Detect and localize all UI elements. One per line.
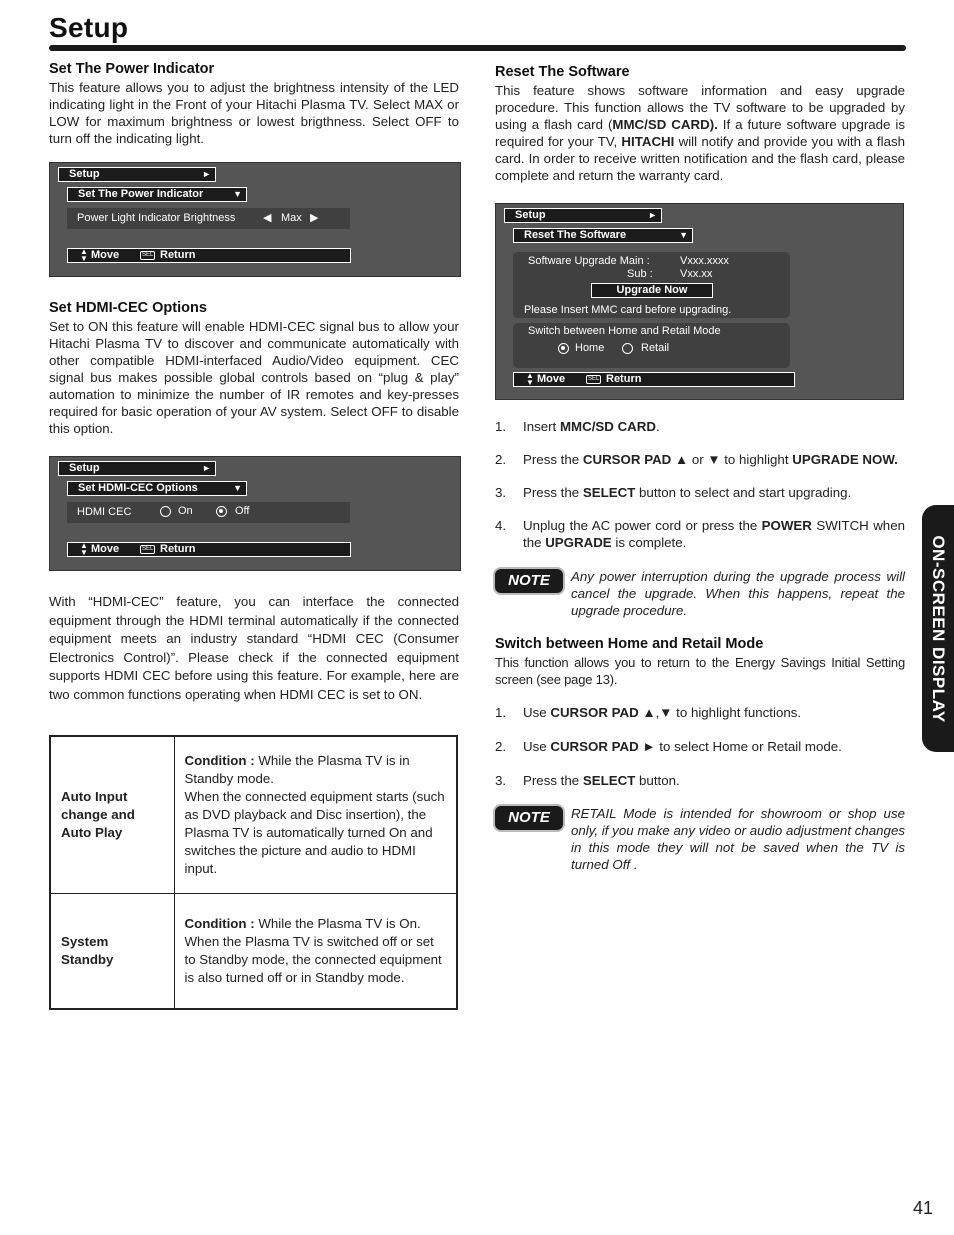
right-column: [495, 63, 905, 873]
sel-icon: SEL: [142, 546, 154, 552]
hdmi-osd-panel: [49, 456, 461, 571]
list-item: 1. Use CURSOR PAD ▲,▼ to highlight functions.: [495, 705, 802, 720]
condition-detail: When the connected equipment starts (such as DVD playback and Disc insertion), the Plasma TV is automatically turned On and switches the picture and audio to HDMI input.: [184, 788, 445, 876]
home-label: Home: [575, 342, 605, 354]
software-sub-value: Vxx.xx: [680, 268, 713, 280]
list-item: 2. Use CURSOR PAD ► to select Home or Retail mode.: [495, 739, 842, 754]
hdmi-on-radio[interactable]: [160, 505, 171, 521]
power-osd-panel: [49, 162, 461, 277]
chevron-down-icon: ▼: [233, 483, 242, 493]
sel-icon: SEL: [142, 252, 154, 258]
retail-label: Retail: [641, 342, 670, 354]
up-down-icon: ▲ ▼: [526, 371, 534, 387]
table-row: [50, 893, 457, 1009]
reset-heading: Reset The Software: [495, 64, 630, 80]
chevron-down-icon: ▼: [679, 230, 688, 240]
note-badge: NOTE: [495, 569, 563, 593]
upgrade-now-button[interactable]: Upgrade Now: [591, 283, 713, 298]
table-cell-function: System Standby: [50, 893, 174, 1009]
osd-return-label: Return: [160, 543, 196, 555]
hdmi-off-radio[interactable]: [216, 505, 227, 521]
upgrade-note: [495, 568, 905, 619]
list-item: 2. Press the CURSOR PAD ▲ or ▼ to highlight UPGRADE NOW.: [495, 452, 898, 467]
osd-move-label: Move: [91, 543, 120, 555]
sel-icon: SEL: [588, 376, 600, 382]
osd-menu-label: Setup: [69, 168, 100, 180]
osd-menu-label: Setup: [69, 462, 100, 474]
software-main-label: Software Upgrade Main :: [528, 255, 650, 267]
osd-move-label: Move: [91, 249, 120, 261]
reset-body: This feature shows software information and easy upgrade procedure. This function allows the TV software to be upgraded by using a flash card (MMC/SD CARD). If a future software upgrade is required for your TV, HITACHI will notify and provide you with a flash card. In order to receive written notification and the flash card, please complete and return the warranty card.: [495, 83, 906, 183]
retail-steps: [495, 704, 905, 789]
note-text: RETAIL Mode is intended for showroom or shop use only, if you make any video or audio adjustment changes in this mode they will not be saved when the TV is turned Off .: [571, 806, 905, 872]
osd-submenu-label: Set The Power Indicator: [78, 188, 204, 200]
osd-hdmi-cec-label: HDMI CEC: [77, 506, 132, 518]
list-item: 1. Insert MMC/SD CARD.: [495, 419, 660, 434]
left-column: [49, 60, 459, 705]
side-tab-label: ON-SCREEN DISPLAY: [929, 534, 948, 723]
title-divider: [49, 45, 906, 51]
osd-submenu-bar[interactable]: [513, 228, 693, 243]
list-item: 3. Press the SELECT button.: [495, 773, 680, 788]
list-item: 3. Press the SELECT button to select and start upgrading.: [495, 485, 852, 500]
hdmi-body: Set to ON this feature will enable HDMI-CEC signal bus to allow your Hitachi Plasma TV to discover and communicate automatically with other compatible HDMI-interfaced Audio/Video equipment. CEC signal bus makes possible global controls based on “plug & play” automation to minimize the number of IR remotes and key-presses required for basic operation of your AV system. Select OFF to disable this option.: [49, 319, 459, 436]
osd-footer: [67, 248, 351, 263]
table-cell-description: [174, 893, 457, 1009]
osd-submenu-bar[interactable]: [67, 187, 247, 202]
osd-menu-bar[interactable]: [58, 461, 216, 476]
retail-radio[interactable]: [622, 343, 633, 356]
insert-card-message: Please Insert MMC card before upgrading.: [524, 304, 732, 316]
table-row: [50, 736, 457, 893]
up-down-icon: ▲ ▼: [80, 247, 88, 263]
osd-submenu-label: Set HDMI-CEC Options: [78, 482, 198, 494]
list-item: 4. Unplug the AC power cord or press the POWER SWITCH when the UPGRADE is complete.: [495, 518, 905, 550]
osd-brightness-label: Power Light Indicator Brightness: [77, 212, 236, 224]
right-arrow-icon: ►: [202, 169, 211, 179]
condition-text: While the Plasma TV is in Standby mode.: [184, 752, 410, 786]
note-text: Any power interruption during the upgrade process will cancel the upgrade. When this happens, repeat the upgrade procedure.: [571, 569, 905, 618]
osd-submenu-label: Reset The Software: [524, 229, 627, 241]
hdmi-heading: Set HDMI-CEC Options: [49, 300, 207, 316]
table-cell-function: Auto Input change and Auto Play: [50, 736, 174, 893]
osd-return-label: Return: [606, 373, 642, 385]
upgrade-steps: [495, 418, 905, 551]
osd-submenu-bar[interactable]: [67, 481, 247, 496]
condition-text: While the Plasma TV is On.: [258, 915, 421, 931]
power-body: This feature allows you to adjust the brightness intensity of the LED indicating light in the Front of your Hitachi Plasma TV. Select MAX or LOW for maximum brightness or lowest brigthness. Select OFF to turn off the indicating light.: [49, 80, 459, 146]
mode-group: [513, 323, 790, 368]
chevron-down-icon: ▼: [233, 189, 242, 199]
power-heading: Set The Power Indicator: [49, 61, 215, 77]
right-arrow-icon[interactable]: ▶: [310, 212, 319, 224]
hdmi-on-label: On: [178, 505, 193, 517]
condition-label: Condition :: [184, 752, 255, 768]
table-cell-description: [174, 736, 457, 893]
reset-osd-panel: [495, 203, 904, 400]
left-arrow-icon[interactable]: ◀: [263, 212, 272, 224]
osd-menu-label: Setup: [515, 209, 546, 221]
osd-menu-bar[interactable]: [58, 167, 216, 182]
osd-footer: [513, 372, 795, 387]
osd-hdmi-cec-row: [67, 502, 350, 523]
section-side-tab: [922, 505, 954, 752]
hdmi-body-2: With “HDMI-CEC” feature, you can interface the connected equipment through the HDMI terminal automatically if the connected equipment meets an industry standard “HDMI CEC (Consumer Electronics Control)”. Please check if the connected equipment supports HDMI CEC before using this feature. For example, here are two common functions operating when HDMI CEC is set to ON.: [49, 594, 459, 702]
osd-return-label: Return: [160, 249, 196, 261]
osd-move-label: Move: [537, 373, 566, 385]
home-radio[interactable]: [558, 343, 569, 356]
osd-menu-bar[interactable]: [504, 208, 662, 223]
right-arrow-icon: ►: [648, 210, 657, 220]
mode-label: Switch between Home and Retail Mode: [528, 325, 721, 337]
retail-note: [495, 805, 905, 873]
osd-brightness-value: Max: [281, 212, 302, 224]
up-down-icon: ▲ ▼: [80, 541, 88, 557]
page-title: Setup: [49, 12, 129, 43]
condition-label: Condition :: [184, 915, 255, 931]
condition-detail: When the Plasma TV is switched off or set to Standby mode, the connected equipment is also turned off or in Standby mode.: [184, 933, 442, 985]
retail-heading: Switch between Home and Retail Mode: [495, 636, 764, 652]
osd-brightness-row[interactable]: [67, 208, 350, 229]
software-main-value: Vxxx.xxxx: [680, 255, 729, 267]
software-info-group: [513, 252, 790, 318]
osd-footer: [67, 542, 351, 557]
note-badge: NOTE: [495, 806, 563, 830]
retail-body: This function allows you to return to the Energy Savings Initial Setting screen (see page 13).: [495, 655, 905, 687]
software-sub-label: Sub :: [627, 268, 653, 280]
hdmi-off-label: Off: [235, 505, 250, 517]
right-arrow-icon: ►: [202, 463, 211, 473]
page-number: 41: [912, 1198, 933, 1218]
hdmi-cec-function-table: [49, 735, 458, 1010]
